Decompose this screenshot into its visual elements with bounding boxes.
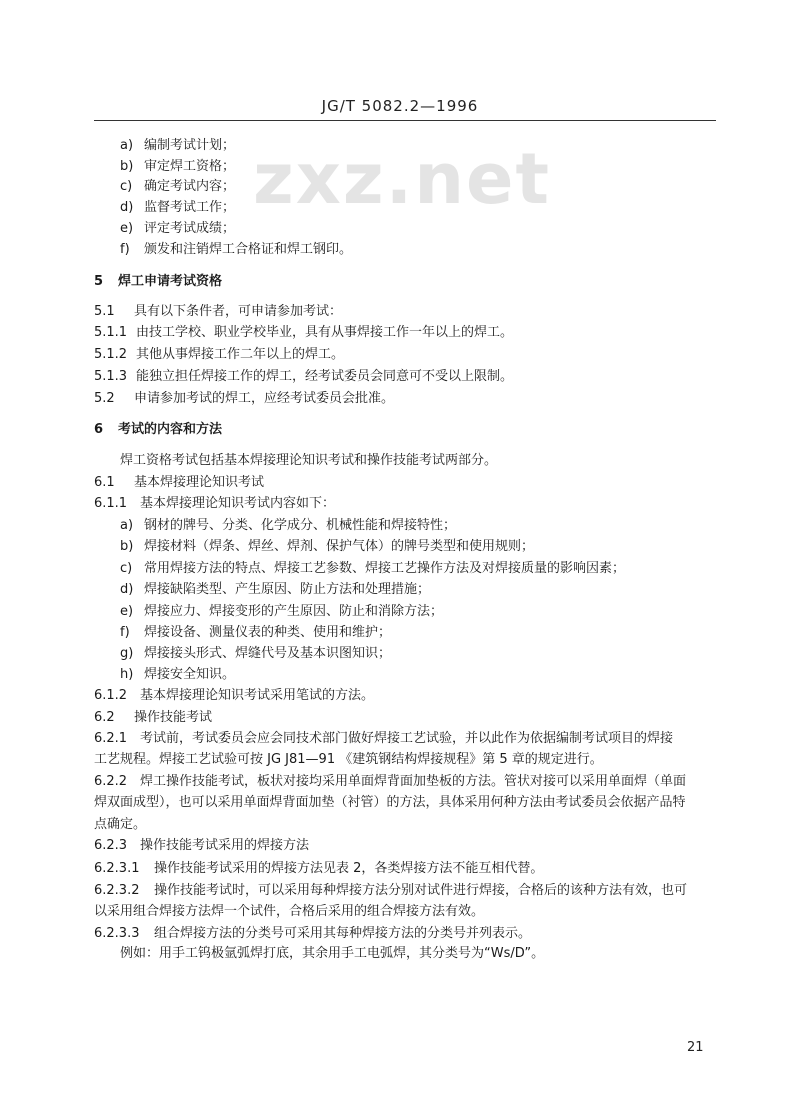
clause-text: 焊工资格考试包括基本焊接理论知识考试和操作技能考试两部分。 [120,453,498,468]
clause-number: a) [120,138,134,153]
text-line-l05 [120,220,235,238]
text-line-l31 [94,816,146,834]
text-line-l16 [94,495,335,513]
clause-number: 5 [94,274,104,289]
text-line-l19 [120,560,625,578]
clause-number: e) [120,604,134,619]
text-line-l08 [94,303,342,321]
clause-text: 考试的内容和方法 [118,422,223,437]
clause-number: g) [120,646,134,661]
clause-number: 5.1.1 [94,325,128,340]
text-line-l18 [120,538,534,556]
clause-text: 焊接应力、焊接变形的产生原因、防止和消除方法； [144,604,444,619]
text-line-l37 [120,945,544,963]
clause-number: b) [120,159,134,174]
clause-number: 6.2.3.2 [94,883,140,898]
clause-number: c) [120,561,133,576]
text-line-l26 [94,709,212,727]
clause-number: d) [120,582,134,597]
clause-number: 5.1 [94,304,115,319]
clause-text: 工艺规程。焊接工艺试验可按 JG J81—91 《建筑钢结构焊接规程》第 5 章的规定进行。 [94,752,603,767]
header-divider [94,120,716,121]
clause-text: 操作技能考试时，可以采用每种焊接方法分别对试件进行焊接，合格后的该种方法有效，也可 [154,883,688,898]
clause-number: 6.2.2 [94,774,128,789]
clause-text: 操作技能考试采用的焊接方法 [140,838,310,853]
clause-text: 焊接接头形式、焊缝代号及基本识图知识； [144,646,392,661]
clause-text: 以采用组合焊接方法焊一个试件，合格后采用的组合焊接方法有效。 [94,904,485,919]
clause-text: 其他从事焊接工作二年以上的焊工。 [136,347,345,362]
text-line-l28 [94,751,603,769]
clause-text: 审定焊工资格； [144,159,236,174]
clause-number: h) [120,667,134,682]
text-line-l24 [120,666,235,684]
clause-text: 焊工申请考试资格 [118,274,223,289]
text-line-l10 [94,346,344,364]
text-line-l03 [120,178,235,196]
clause-number: 6.1.1 [94,496,128,511]
text-line-l23 [120,645,391,663]
clause-number: a) [120,518,134,533]
page-number: 21 [687,1040,704,1055]
clause-text: 能独立担任焊接工作的焊工，经考试委员会同意可不受以上限制。 [136,369,514,384]
text-line-l06 [120,241,352,259]
text-line-l11 [94,368,513,386]
clause-number: 6.2.3 [94,838,128,853]
clause-text: 确定考试内容； [144,179,236,194]
clause-text: 例如：用手工钨极氩弧焊打底，其余用手工电弧焊，其分类号为“Ws/D”。 [120,946,545,961]
clause-text: 具有以下条件者，可申请参加考试： [134,304,343,319]
clause-text: 基本焊接理论知识考试 [134,475,265,490]
clause-text: 点确定。 [94,817,147,832]
clause-number: 5.1.2 [94,347,128,362]
clause-number: 6 [94,422,104,437]
clause-text: 监督考试工作； [144,200,236,215]
clause-text: 常用焊接方法的特点、焊接工艺参数、焊接工艺操作方法及对焊接质量的影响因素； [144,561,626,576]
clause-text: 焊工操作技能考试，板状对接均采用单面焊背面加垫板的方法。管状对接可以采用单面焊（单面 [140,774,687,789]
clause-text: 基本焊接理论知识考试采用笔试的方法。 [140,688,375,703]
text-line-l12 [94,390,394,408]
clause-text: 焊接设备、测量仪表的种类、使用和维护； [144,625,392,640]
text-line-l34 [94,882,687,900]
clause-text: 颁发和注销焊工合格证和焊工钢印。 [144,242,353,257]
clause-number: 5.1.3 [94,369,128,384]
standard-code-header: JG/T 5082.2—1996 [321,97,479,115]
clause-text: 焊接材料（焊条、焊丝、焊剂、保护气体）的牌号类型和使用规则； [144,539,535,554]
clause-text: 由技工学校、职业学校毕业，具有从事焊接工作一年以上的焊工。 [136,325,514,340]
clause-number: 6.1 [94,475,115,490]
text-line-l36 [94,925,531,943]
clause-text: 编制考试计划； [144,138,236,153]
text-line-l33 [94,860,543,878]
text-line-l25 [94,687,374,705]
clause-text: 钢材的牌号、分类、化学成分、机械性能和焊接特性； [144,518,457,533]
clause-text: 操作技能考试采用的焊接方法见表 2，各类焊接方法不能互相代替。 [154,861,544,876]
text-line-l17 [120,517,456,535]
watermark: zxz.net [253,138,551,220]
clause-text: 评定考试成绩； [144,221,236,236]
clause-text: 申请参加考试的焊工，应经考试委员会批准。 [134,391,395,406]
text-line-l21 [120,603,443,621]
text-line-l02 [120,158,235,176]
clause-number: b) [120,539,134,554]
clause-number: 6.1.2 [94,688,128,703]
clause-text: 考试前，考试委员会应会同技术部门做好焊接工艺试验，并以此作为依据编制考试项目的焊接 [140,731,674,746]
clause-text: 基本焊接理论知识考试内容如下： [140,496,336,511]
clause-number: d) [120,200,134,215]
text-line-l20 [120,581,430,599]
clause-text: 焊双面成型），也可以采用单面焊背面加垫（衬管）的方法，具体采用何种方法由考试委员会依据产品特 [94,795,686,810]
text-line-l04 [120,199,235,217]
clause-number: 6.2.3.1 [94,861,140,876]
text-line-l14 [120,452,497,470]
clause-text: 组合焊接方法的分类号可采用其每种焊接方法的分类号并列表示。 [154,926,532,941]
clause-text: 操作技能考试 [134,710,213,725]
text-line-l29 [94,773,686,791]
text-line-l30 [94,794,686,812]
clause-number: f) [120,242,130,257]
text-line-l09 [94,324,513,342]
clause-text: 焊接缺陷类型、产生原因、防止方法和处理措施； [144,582,431,597]
text-line-l07 [94,273,222,291]
text-line-l01 [120,137,235,155]
text-line-l27 [94,730,673,748]
clause-text: 焊接安全知识。 [144,667,236,682]
clause-number: f) [120,625,130,640]
clause-number: c) [120,179,133,194]
text-line-l32 [94,837,309,855]
text-line-l15 [94,474,264,492]
text-line-l22 [120,624,391,642]
clause-number: 6.2 [94,710,115,725]
clause-number: 6.2.3.3 [94,926,140,941]
text-line-l35 [94,903,484,921]
clause-number: e) [120,221,134,236]
clause-number: 5.2 [94,391,115,406]
clause-number: 6.2.1 [94,731,128,746]
text-line-l13 [94,421,222,439]
